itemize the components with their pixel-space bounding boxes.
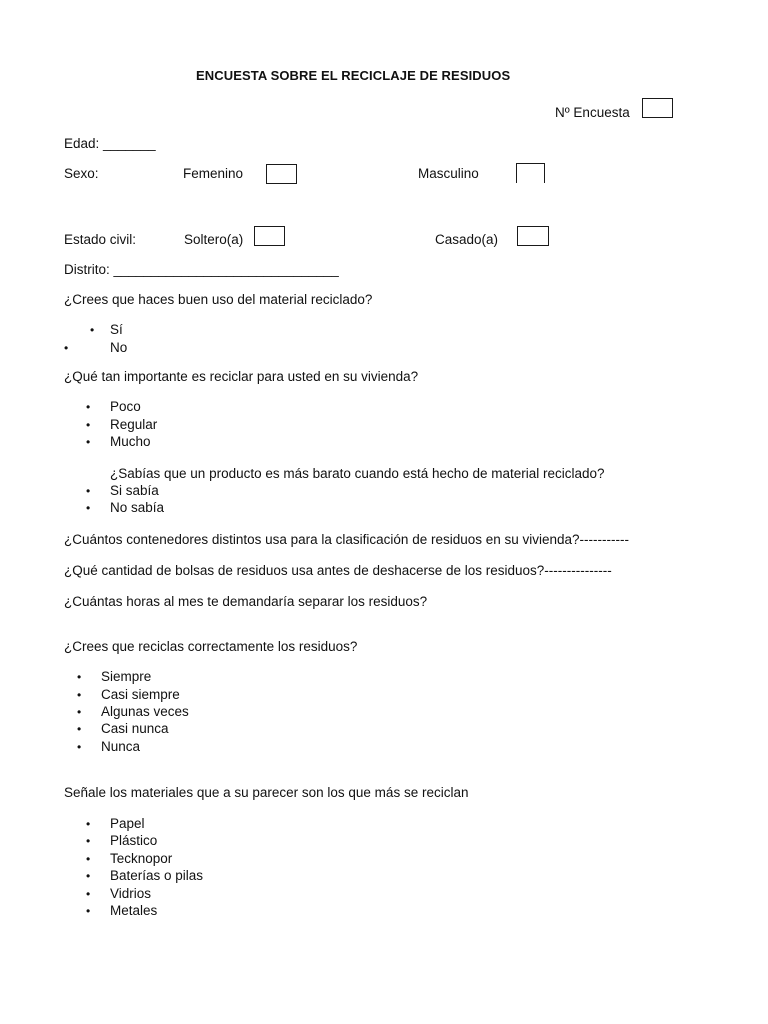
- bullet: [86, 816, 90, 832]
- question-7: ¿Crees que reciclas correctamente los residuos?: [64, 639, 358, 654]
- district-field[interactable]: Distrito: ______________________________: [64, 262, 339, 277]
- question-2: ¿Qué tan importante es reciclar para usted en su vivienda?: [64, 369, 419, 384]
- civil-status-single-checkbox[interactable]: [254, 226, 285, 246]
- bullet: [86, 903, 90, 919]
- bullet: [86, 483, 90, 499]
- bullet: [64, 340, 68, 356]
- q8-option[interactable]: Vidrios: [110, 886, 152, 901]
- question-6: ¿Cuántas horas al mes te demandaría separar los residuos?: [64, 594, 428, 609]
- q3-option[interactable]: No sabía: [110, 500, 165, 515]
- question-1: ¿Crees que haces buen uso del material reciclado?: [64, 292, 373, 307]
- bullet: [90, 322, 94, 338]
- q7-option[interactable]: Algunas veces: [101, 704, 189, 719]
- bullet: [86, 434, 90, 450]
- q2-option[interactable]: Mucho: [110, 434, 151, 449]
- bullet: [86, 500, 90, 516]
- q8-option[interactable]: Baterías o pilas: [110, 868, 204, 883]
- q7-option[interactable]: Nunca: [101, 739, 141, 754]
- question-5: ¿Qué cantidad de bolsas de residuos usa antes de deshacerse de los residuos?---------------: [64, 563, 612, 578]
- sex-label: Sexo:: [64, 166, 99, 181]
- bullet: [86, 868, 90, 884]
- survey-number-box[interactable]: [642, 98, 673, 118]
- sex-option-male-label: Masculino: [418, 166, 479, 181]
- civil-status-label: Estado civil:: [64, 232, 137, 247]
- survey-number-label: Nº Encuesta: [555, 105, 630, 120]
- question-4: ¿Cuántos contenedores distintos usa para la clasificación de residuos en su vivienda?-----------: [64, 532, 630, 547]
- bullet: [77, 739, 81, 755]
- q2-option[interactable]: Poco: [110, 399, 141, 414]
- bullet: [77, 687, 81, 703]
- q7-option[interactable]: Casi nunca: [101, 721, 169, 736]
- q2-option[interactable]: Regular: [110, 417, 158, 432]
- bullet: [77, 669, 81, 685]
- q3-option[interactable]: Si sabía: [110, 483, 159, 498]
- q7-option[interactable]: Casi siempre: [101, 687, 180, 702]
- q8-option[interactable]: Tecknopor: [110, 851, 173, 866]
- bullet: [77, 721, 81, 737]
- q8-option[interactable]: Papel: [110, 816, 145, 831]
- civil-status-married-label: Casado(a): [435, 232, 499, 247]
- q8-option[interactable]: Plástico: [110, 833, 158, 848]
- civil-status-married-checkbox[interactable]: [517, 226, 549, 246]
- question-8: Señale los materiales que a su parecer son los que más se reciclan: [64, 785, 469, 800]
- q1-option[interactable]: Sí: [110, 322, 123, 337]
- sex-male-checkbox[interactable]: [516, 163, 545, 183]
- sex-option-female-label: Femenino: [183, 166, 244, 181]
- bullet: [86, 833, 90, 849]
- age-field[interactable]: Edad: _______: [64, 136, 156, 151]
- question-3: ¿Sabías que un producto es más barato cuando está hecho de material reciclado?: [110, 466, 605, 481]
- survey-title: ENCUESTA SOBRE EL RECICLAJE DE RESIDUOS: [196, 68, 511, 83]
- bullet: [86, 399, 90, 415]
- q1-option[interactable]: No: [110, 340, 128, 355]
- bullet: [77, 704, 81, 720]
- q7-option[interactable]: Siempre: [101, 669, 152, 684]
- civil-status-single-label: Soltero(a): [184, 232, 244, 247]
- q8-option[interactable]: Metales: [110, 903, 158, 918]
- sex-female-checkbox[interactable]: [266, 164, 297, 184]
- bullet: [86, 851, 90, 867]
- bullet: [86, 417, 90, 433]
- bullet: [86, 886, 90, 902]
